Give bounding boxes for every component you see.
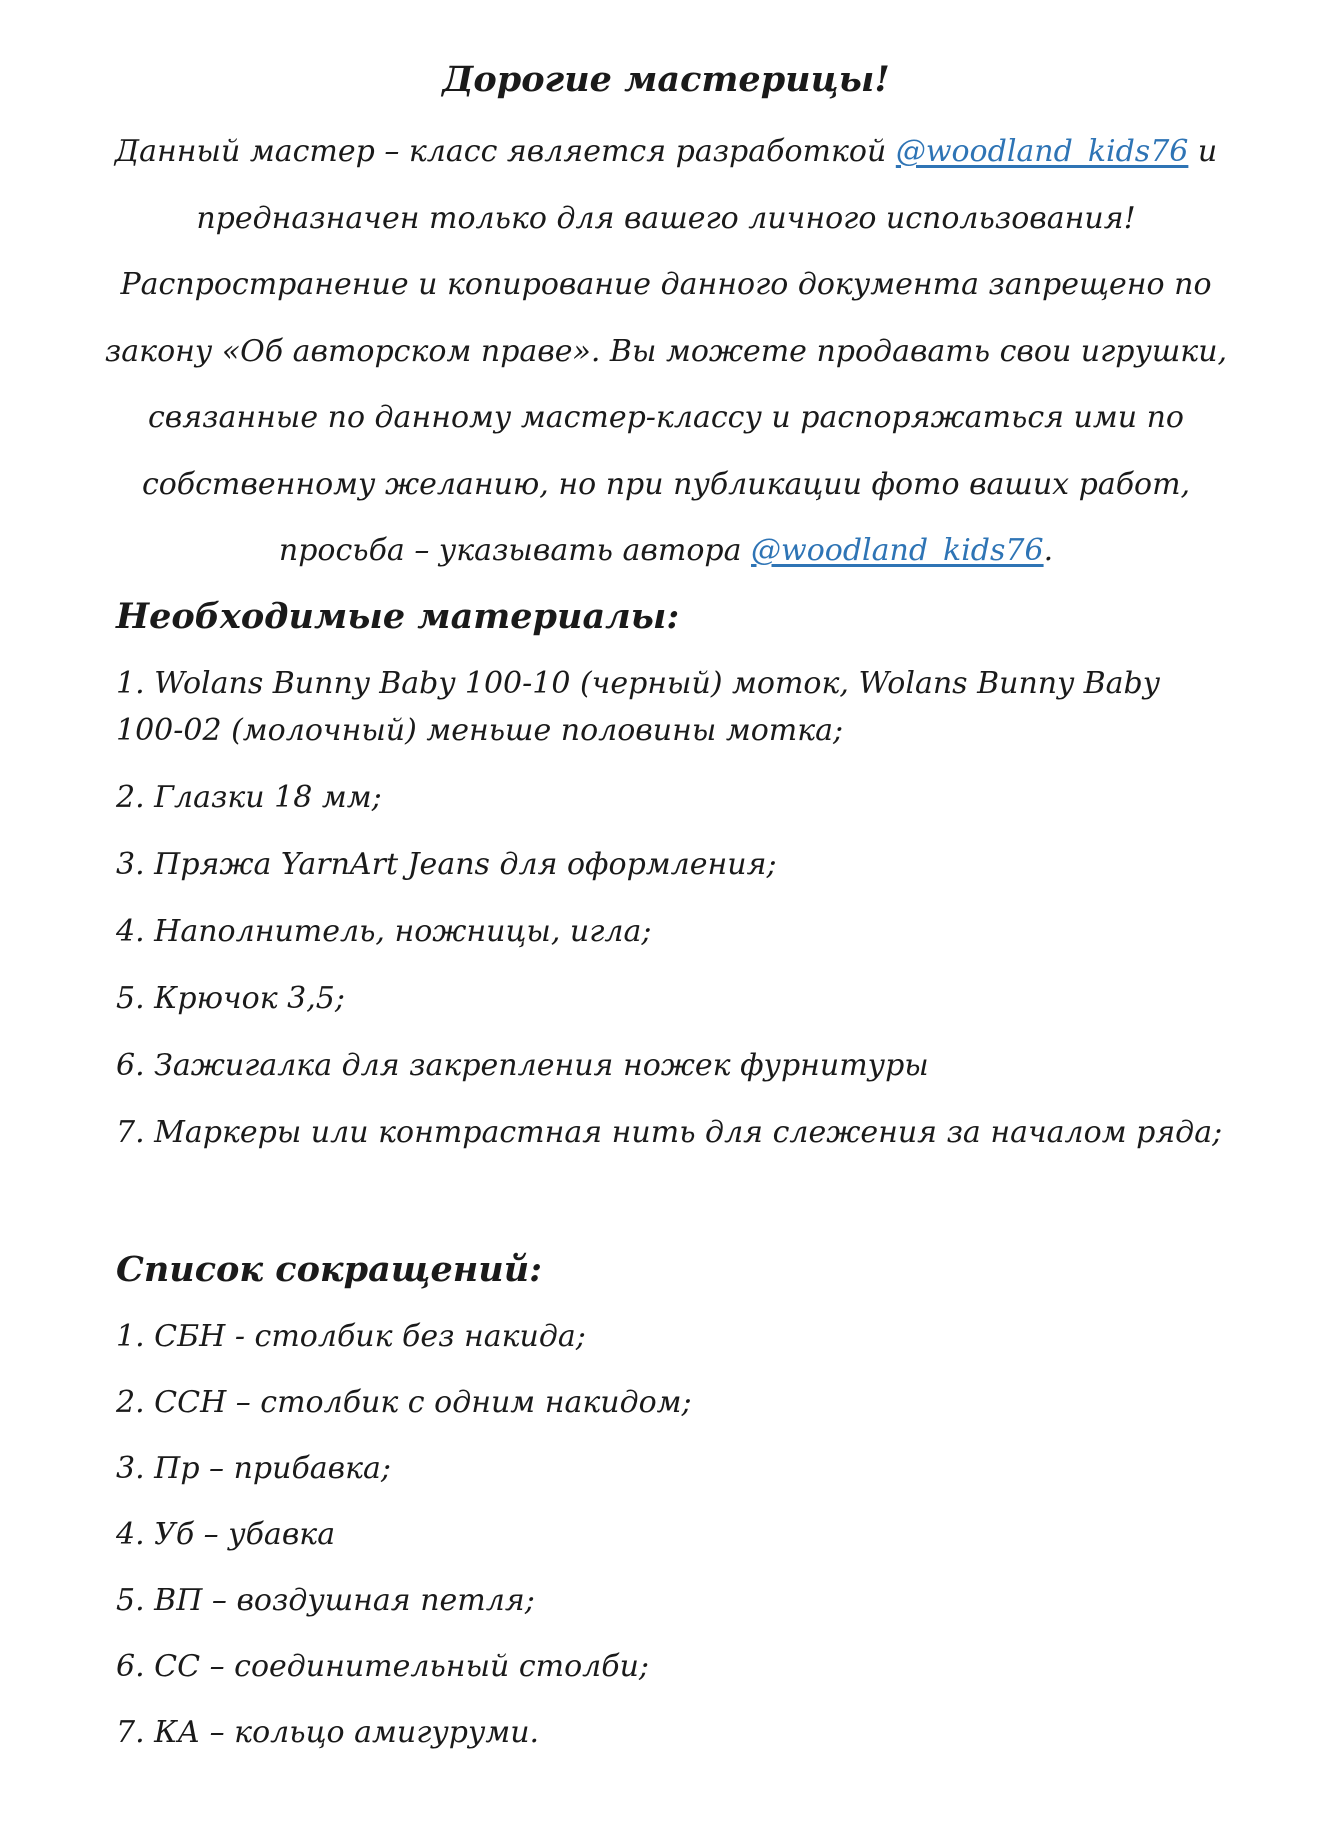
notice-text-middle: и предназначен только для вашего личного использования! Распространение и копирование данного документа запрещено по закону «Об авторском праве». Вы можете продавать свои игрушки, связанные по данному мастер-классу и распоряжаться ими по собственному желанию, но при публикации фото ваших работ, просьба – указывать автора bbox=[104, 134, 1228, 568]
abbreviations-list bbox=[116, 1313, 1236, 1756]
list-item: 1. Wolans Bunny Baby 100-10 (черный) моток, Wolans Bunny Baby 100-02 (молочный) меньше половины мотка; bbox=[116, 666, 1160, 748]
list-item: 4. Наполнитель, ножницы, игла; bbox=[116, 914, 652, 949]
copyright-notice bbox=[100, 119, 1232, 585]
list-item: 1. СБН - столбик без накида; bbox=[116, 1319, 586, 1354]
author-link[interactable]: @woodland_kids76 bbox=[895, 134, 1189, 169]
list-item: 2. Глазки 18 мм; bbox=[116, 780, 382, 815]
list-item: 7. КА – кольцо амигуруми. bbox=[116, 1715, 540, 1750]
list-item: 6. Зажигалка для закрепления ножек фурнитуры bbox=[116, 1048, 929, 1083]
list-item: 5. Крючок 3,5; bbox=[116, 981, 345, 1016]
list-item: 3. Пряжа YarnArt Jeans для оформления; bbox=[116, 847, 777, 882]
materials-list bbox=[116, 660, 1236, 1156]
notice-text-start: Данный мастер – класс является разработкой bbox=[114, 134, 896, 169]
greeting-heading: Дорогие мастерицы! bbox=[442, 59, 890, 100]
materials-section bbox=[116, 592, 1236, 1176]
list-item: 5. ВП – воздушная петля; bbox=[116, 1583, 535, 1618]
list-item: 2. ССН – столбик с одним накидом; bbox=[116, 1385, 692, 1420]
author-link-credit[interactable]: @woodland_kids76 bbox=[751, 533, 1044, 568]
list-item: 4. Уб – убавка bbox=[116, 1517, 336, 1552]
abbreviations-section bbox=[116, 1245, 1236, 1775]
list-item: 6. СС – соединительный столби; bbox=[116, 1649, 650, 1684]
intro-block bbox=[100, 55, 1232, 585]
list-item: 3. Пр – прибавка; bbox=[116, 1451, 392, 1486]
abbreviations-title: Список сокращений: bbox=[116, 1249, 543, 1290]
list-item: 7. Маркеры или контрастная нить для слежения за началом ряда; bbox=[116, 1115, 1223, 1150]
notice-text-end: . bbox=[1043, 533, 1054, 568]
materials-title: Необходимые материалы: bbox=[116, 596, 680, 637]
